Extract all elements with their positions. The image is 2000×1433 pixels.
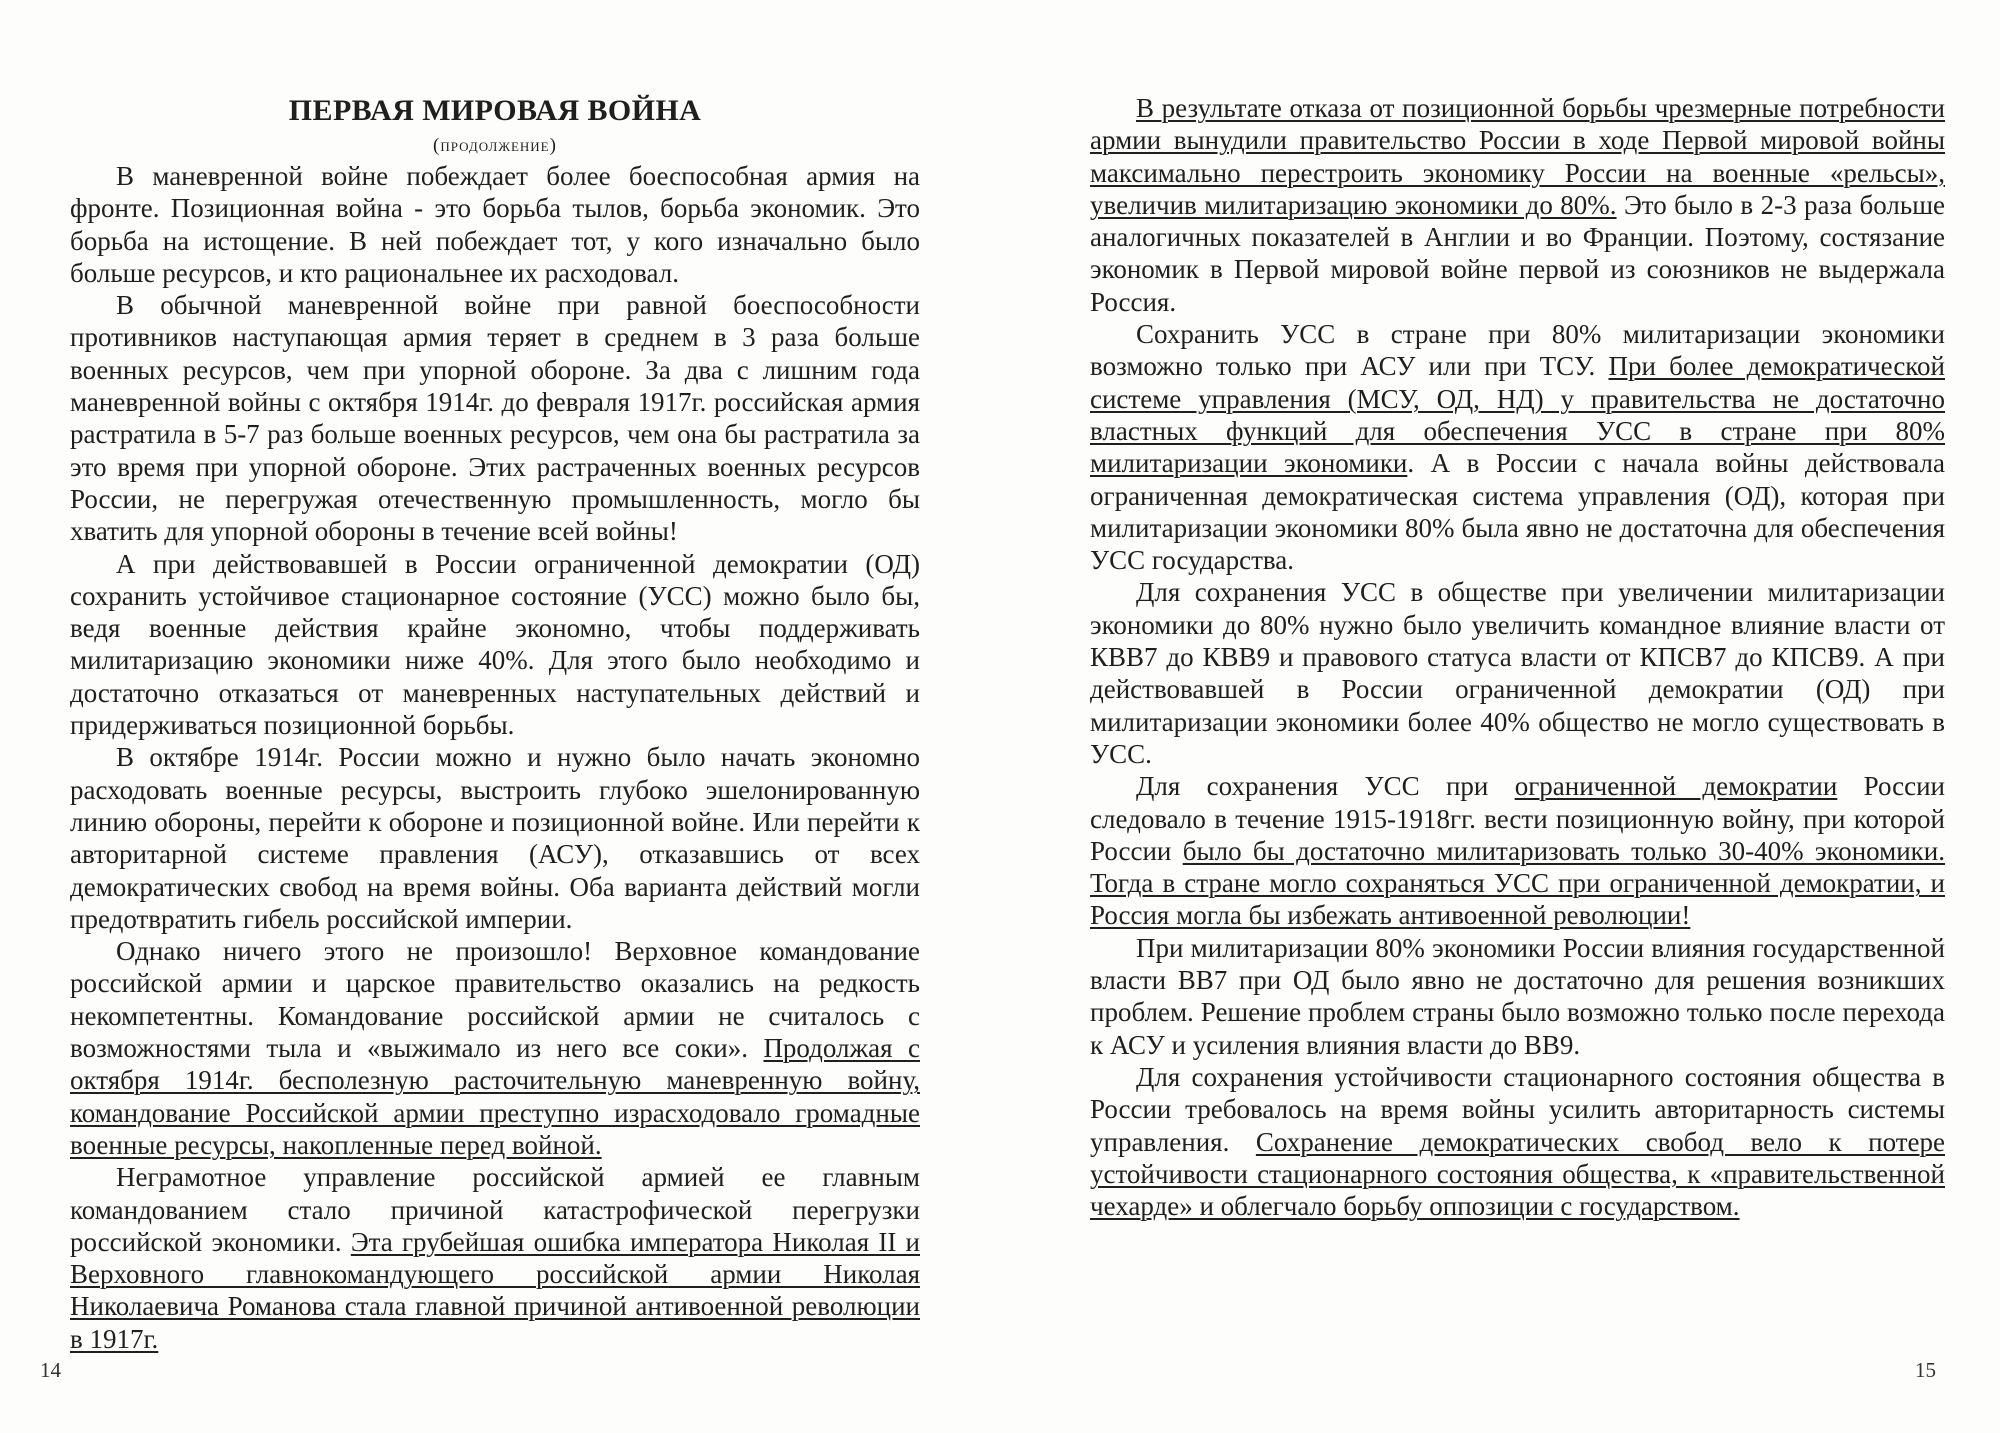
paragraph [1090, 1061, 1945, 1222]
underlined-text: При более демократической системе управления (МСУ, ОД, НД) у правительства не достаточно властных функций для обеспечения УСС в стране при 80% милитаризации экономики [1090, 351, 1945, 479]
text-run: Для сохранения УСС при [1136, 771, 1515, 802]
right-page [1000, 0, 2000, 1433]
text-run: При милитаризации 80% экономики России влияния государственной власти ВВ7 при ОД было явно не достаточно для решения возникших проблем. Решение проблем страны было возможно только после перехода к АСУ и усиления влияния власти до ВВ9. [1090, 932, 1945, 1060]
text-run: . А в России с начала войны действовала ограниченная демократическая система управления (ОД), которая при милитаризации экономики 80% была явно не достаточна для обеспечения УСС государства. [1090, 448, 1946, 576]
paragraph [1090, 576, 1945, 770]
text-run: Сохранить УСС в стране при 80% милитаризации экономики возможно только при АСУ или при ТСУ. [1090, 319, 1945, 382]
underlined-text: было бы достаточно милитаризовать только 30-40% экономики. Тогда в стране могло сохраняться УСС при ограниченной демократии, и Россия могла бы избежать антивоенной революции! [1090, 835, 1946, 931]
text-run: Для сохранения устойчивости стационарного состояния общества в России требовалось на время войны усилить авторитарность системы управления. [1090, 1061, 1945, 1157]
text-run: Это было в 2-3 раза больше аналогичных показателей в Англии и во Франции. Поэтому, состязание экономик в Первой мировой войне первой из союзников не выдержала Россия. [1090, 189, 1945, 317]
underlined-text: Продолжая с октября 1914г. бесполезную расточительную маневренную войну, командование Российской армии преступно израсходовало громадные военные ресурсы, накопленные перед войной. [70, 1033, 920, 1160]
chapter-title: ПЕРВАЯ МИРОВАЯ ВОЙНА [288, 94, 702, 127]
paragraph [70, 935, 920, 1161]
underlined-text: Эта грубейшая ошибка императора Николая II и Верховного главнокомандующего российской армии Николая Николаевича Романова стала главной причиной антивоенной революции в 1917г. [70, 1226, 920, 1354]
underlined-text: В результате отказа от позиционной борьбы чрезмерные потребности армии вынудили правительство России в ходе Первой мировой войны максимально перестроить экономику России на военные «рельсы», увеличив милитаризацию экономики до 80%. [1090, 93, 1945, 220]
text-run: В маневренной войне побеждает более боеспособная армия на фронте. Позиционная война - это борьба тылов, борьба экономик. Это борьба на истощение. В ней побеждает тот, у кого изначально было больше ресурсов, и кто рациональнее их расходовал. [70, 161, 920, 288]
text-run: А при действовавшей в России ограниченной демократии (ОД) сохранить устойчивое стационарное состояние (УСС) можно было бы, ведя военные действия крайне экономно, чтобы поддерживать милитаризацию экономики ниже 40%. Для этого было необходимо и достаточно отказаться от маневренных наступательных действий и придерживаться позиционной борьбы. [70, 548, 920, 741]
text-run: Однако ничего этого не произошло! Верховное командование российской армии и царское правительство оказались на редкость некомпетентны. Командование российской армии не считалось с возможностями тыла и «выжимало из него все соки». [70, 936, 920, 1064]
paragraph [1090, 932, 1945, 1061]
paragraph [70, 289, 920, 547]
left-text [70, 160, 920, 1355]
paragraph [70, 160, 920, 289]
page-number-right: 15 [1915, 1358, 1936, 1382]
paragraph [1090, 770, 1945, 931]
paragraph [1090, 92, 1945, 318]
chapter-subtitle: (продолжение) [433, 135, 557, 156]
paragraph [70, 1161, 920, 1355]
left-column [70, 92, 920, 1355]
right-column [1090, 92, 1945, 1222]
underlined-text: ограниченной демократии [1514, 771, 1838, 802]
text-run: В обычной маневренной войне при равной боеспособности противников наступающая армия теряет в среднем в 3 раза больше военных ресурсов, чем при упорной обороне. За два с лишним года маневренной войны с октября 1914г. до февраля 1917г. российская армия растратила в 5-7 раз больше военных ресурсов, чем она бы растратила за это время при упорной обороне. Этих растраченных военных ресурсов России, не перегружая отечественную промышленность, могло бы хватить для упорной обороны в течение всей войны! [70, 290, 920, 547]
text-run: Неграмотное управление российской армией ее главным командованием стало причиной катастрофической перегрузки российской экономики. [70, 1162, 920, 1257]
page-number-left: 14 [40, 1358, 61, 1382]
paragraph [70, 548, 920, 742]
text-run: России следовало в течение 1915-1918гг. вести позиционную войну, при которой России [1090, 771, 1946, 866]
underlined-text: Сохранение демократических свобод вело к потере устойчивости стационарного состояния общества, к «правительственной чехарде» и облегчало борьбу оппозиции с государством. [1090, 1126, 1945, 1222]
text-run: Для сохранения УСС в обществе при увеличении милитаризации экономики до 80% нужно было увеличить командное влияние власти от КВВ7 до КВВ9 и правового статуса власти от КПСВ7 до КПСВ9. А при действовавшей в России ограниченной демократии (ОД) при милитаризации экономики более 40% общество не могло существовать в УСС. [1090, 577, 1945, 769]
paragraph [1090, 318, 1945, 576]
paragraph [70, 741, 920, 935]
text-run: В октябре 1914г. России можно и нужно было начать экономно расходовать военные ресурсы, выстроить глубоко эшелонированную линию обороны, перейти к обороне и позиционной войне. Или перейти к авторитарной системе правления (АСУ), отказавшись от всех демократических свобод на время войны. Оба варианта действий могли предотвратить гибель российской империи. [70, 742, 920, 934]
right-text [1090, 92, 1945, 1222]
